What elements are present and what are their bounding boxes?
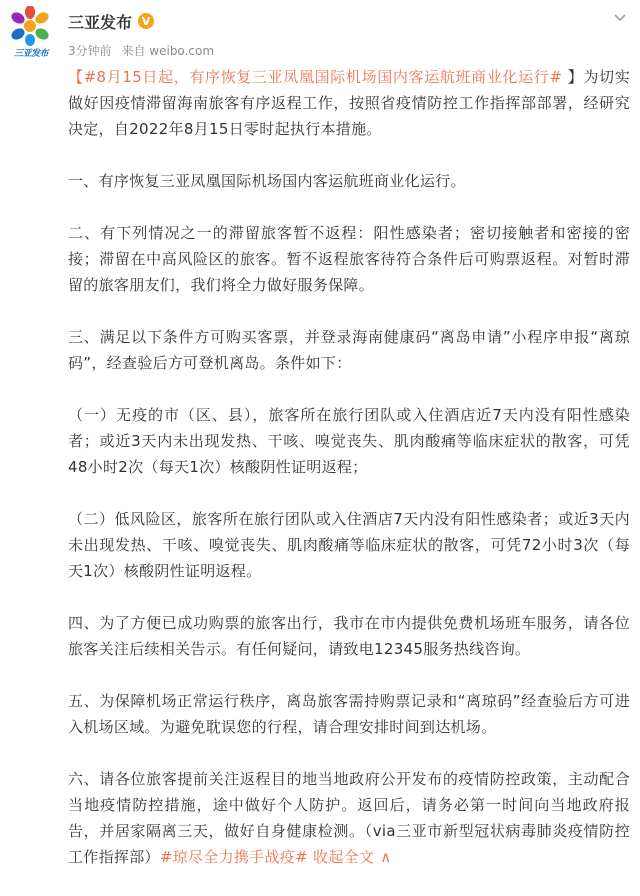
chevron-up-icon[interactable]: ∧	[380, 848, 392, 866]
paragraph-8-text: 六、请各位旅客提前关注返程目的地当地政府公开发布的疫情防控政策，主动配合当地疫情防控措施，途中做好个人防护。返回后，请务必第一时间向当地政府报告，并居家隔离三天，做好自身健康检测。（via三亚市新型冠状病毒肺炎疫情防控工作指挥部）	[68, 770, 630, 866]
author-name[interactable]: 三亚发布	[68, 12, 133, 32]
paragraph-2: 二、有下列情况之一的滞留旅客暂不返程：阳性感染者；密切接触者和密接的密接；滞留在中高风险区的旅客。暂不返程旅客待符合条件后可购票返程。对暂时滞留的旅客朋友们，我们将全力做好服务保障。	[68, 224, 630, 294]
paragraph-3: 三、满足以下条件方可购买客票，并登录海南健康码“离岛申请”小程序申报“离琼码”，经查验后方可登机离岛。条件如下：	[68, 328, 630, 372]
paragraph-4: （一）无疫的市（区、县），旅客所在旅行团队或入住酒店近7天内没有阳性感染者；或近3天内未出现发热、干咳、嗅觉丧失、肌肉酸痛等临床症状的散客，可凭48小时2次（每天1次）核酸阴性证明返程；	[68, 406, 630, 476]
post-time[interactable]: 3分钟前	[68, 44, 112, 58]
post-content	[68, 64, 630, 896]
name-row	[68, 8, 630, 34]
paragraph-5: （二）低风险区，旅客所在旅行团队或入住酒店7天内没有阳性感染者；或近3天内未出现发热、干咳、嗅觉丧失、肌肉酸痛等临床症状的散客，可凭72小时3次（每天1次）核酸阴性证明返程。	[68, 510, 630, 580]
avatar[interactable]	[6, 6, 54, 60]
avatar-logo-text: 三亚发布	[13, 49, 48, 59]
post-meta	[68, 42, 630, 59]
post-intro	[68, 64, 630, 142]
hashtag-link[interactable]: #琼尽全力携手战疫#	[159, 848, 308, 866]
paragraph-6: 四、为了方便已成功购票的旅客出行，我市在市内提供免费机场班车服务，请各位旅客关注后续相关告示。有任何疑问，请致电12345服务热线咨询。	[68, 614, 630, 658]
paragraph-7: 五、为保障机场正常运行秩序，离岛旅客需持购票记录和“离琼码”经查验后方可进入机场区域。为避免耽误您的行程，请合理安排时间到达机场。	[68, 692, 630, 736]
sanya-logo-icon	[6, 6, 54, 46]
post-header	[68, 8, 630, 64]
collapse-button[interactable]: 收起全文	[313, 848, 375, 866]
verified-badge-icon: V	[138, 13, 154, 29]
topic-link[interactable]: 【#8月15日起，有序恢复三亚凤凰国际机场国内客运航班商业化运行#	[68, 68, 563, 86]
chevron-down-icon[interactable]	[610, 8, 630, 28]
intro-text: 】为切实做好因疫情滞留海南旅客有序返程工作，按照省疫情防控工作指挥部部署，经研究决定，自2022年8月15日零时起执行本措施。	[68, 68, 630, 138]
post-source[interactable]: 来自 weibo.com	[121, 44, 215, 58]
paragraph-8	[68, 766, 630, 870]
paragraph-1: 一、有序恢复三亚凤凰国际机场国内客运航班商业化运行。	[68, 172, 466, 190]
